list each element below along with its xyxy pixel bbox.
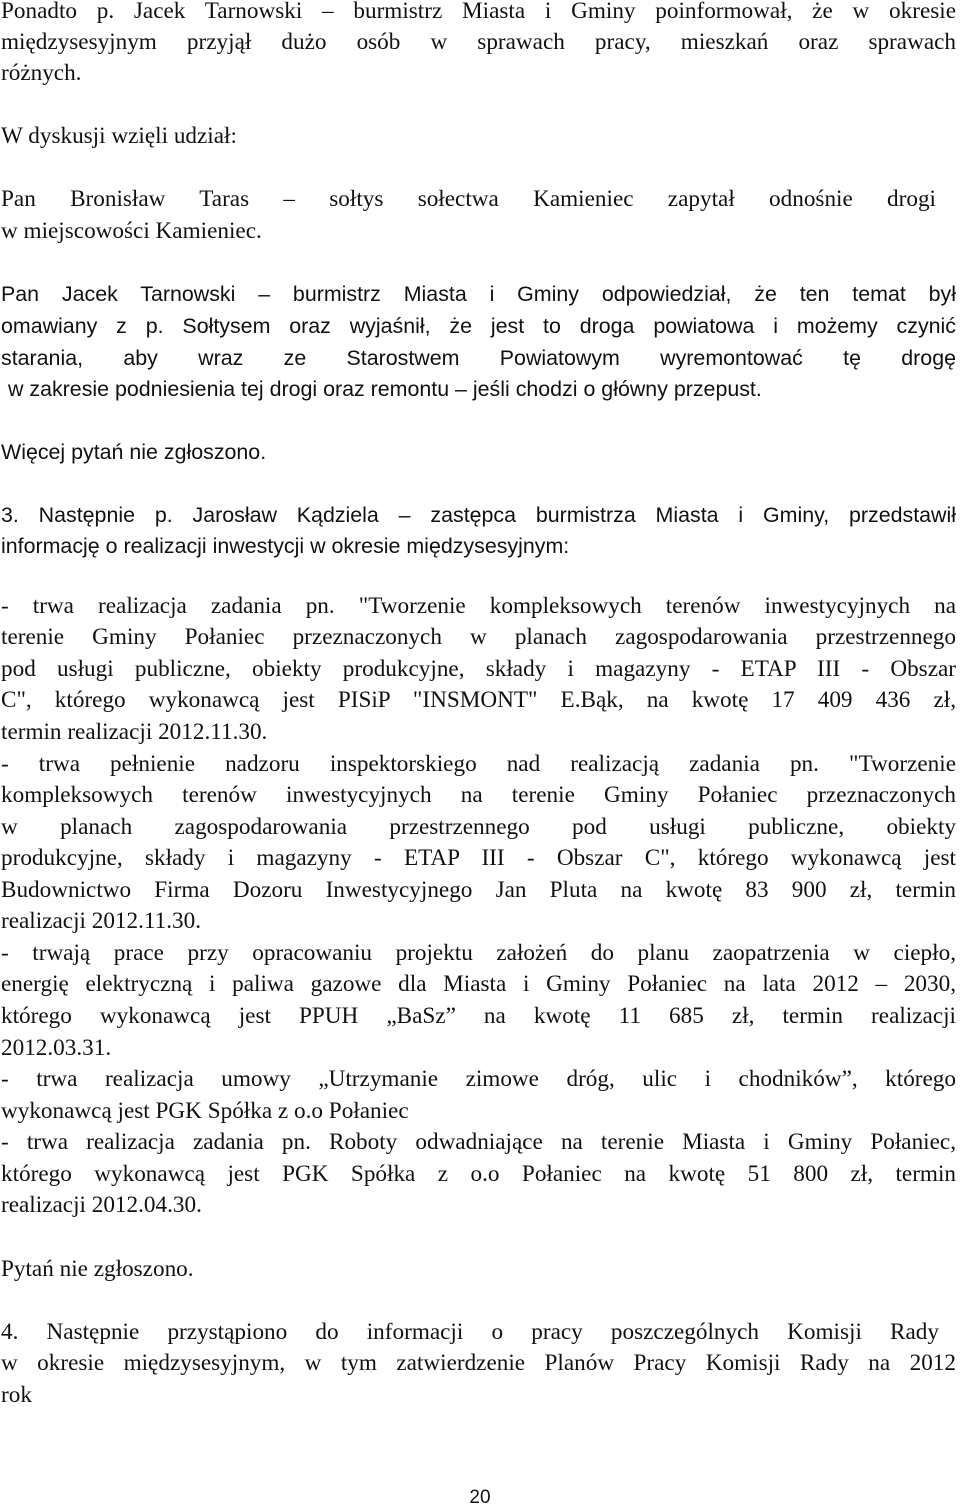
text-line: kompleksowych terenów inwestycyjnych na terenie Gminy Połaniec przeznaczonych: [1, 782, 956, 808]
text-line: - trwa realizacja zadania pn. "Tworzenie kompleksowych terenów inwestycyjnych na: [1, 593, 956, 619]
text-line: produkcyjne, składy i magazyny - ETAP III - Obszar C", którego wykonawcą jest: [1, 845, 956, 871]
text-line: realizacji 2012.04.30.: [1, 1192, 202, 1218]
text-line: - trwają prace przy opracowaniu projektu założeń do planu zaopatrzenia w ciepło,: [1, 940, 956, 966]
text-line: w planach zagospodarowania przestrzennego pod usługi publiczne, obiekty: [1, 814, 956, 840]
text-line: wykonawcą jest PGK Spółka z o.o Połaniec: [1, 1098, 409, 1124]
text-line: omawiany z p. Sołtysem oraz wyjaśnił, że jest to droga powiatowa i możemy czynić: [1, 314, 956, 338]
text-line: Budownictwo Firma Dozoru Inwestycyjnego Jan Pluta na kwotę 83 900 zł, termin: [1, 877, 956, 903]
text-line: którego wykonawcą jest PGK Spółka z o.o Połaniec na kwotę 51 800 zł, termin: [1, 1161, 956, 1187]
text-line: termin realizacji 2012.11.30.: [1, 719, 268, 745]
text-line: Pan Jacek Tarnowski – burmistrz Miasta i Gminy odpowiedział, że ten temat był: [1, 282, 956, 306]
text-line: pod usługi publiczne, obiekty produkcyjne, składy i magazyny - ETAP III - Obszar: [1, 656, 956, 682]
text-line: - trwa realizacja umowy „Utrzymanie zimowe dróg, ulic i chodników”, którego: [1, 1066, 956, 1092]
text-line: C", którego wykonawcą jest PISiP "INSMONT" E.Bąk, na kwotę 17 409 436 zł,: [1, 687, 956, 713]
text-line: Więcej pytań nie zgłoszono.: [1, 440, 267, 464]
text-line: realizacji 2012.11.30.: [1, 908, 202, 934]
text-line: w zakresie podniesienia tej drogi oraz remontu – jeśli chodzi o główny przepust.: [8, 377, 762, 401]
text-line: informację o realizacji inwestycji w okresie międzysesyjnym:: [1, 534, 570, 558]
text-line: W dyskusji wzięli udział:: [1, 123, 237, 149]
text-line: - trwa pełnienie nadzoru inspektorskiego nad realizacją zadania pn. "Tworzenie: [1, 751, 956, 777]
text-line: starania, aby wraz ze Starostwem Powiatowym wyremontować tę drogę: [1, 346, 956, 370]
text-line: 2012.03.31.: [1, 1035, 112, 1061]
text-line: rok: [1, 1382, 32, 1408]
text-line: którego wykonawcą jest PPUH „BaSz” na kwotę 11 685 zł, termin realizacji: [1, 1003, 956, 1029]
text-line: - trwa realizacja zadania pn. Roboty odwadniające na terenie Miasta i Gminy Połaniec,: [1, 1129, 956, 1155]
text-line: terenie Gminy Połaniec przeznaczonych w planach zagospodarowania przestrzennego: [1, 624, 956, 650]
text-line: 3. Następnie p. Jarosław Kądziela – zastępca burmistrza Miasta i Gminy, przedstawił: [1, 503, 956, 527]
text-line: Pan Bronisław Taras – sołtys sołectwa Kamieniec zapytał odnośnie drogi: [1, 186, 936, 212]
text-line: różnych.: [1, 60, 82, 86]
text-line: międzysesyjnym przyjął dużo osób w sprawach pracy, mieszkań oraz sprawach: [1, 29, 956, 55]
text-line: w miejscowości Kamieniec.: [1, 218, 262, 244]
text-line: energię elektryczną i paliwa gazowe dla Miasta i Gminy Połaniec na lata 2012 – 2030,: [1, 971, 956, 997]
text-line: 4. Następnie przystąpiono do informacji o pracy poszczególnych Komisji Rady: [1, 1319, 939, 1345]
page-number: 20: [469, 1487, 491, 1508]
text-line: w okresie międzysesyjnym, w tym zatwierdzenie Planów Pracy Komisji Rady na 2012: [1, 1350, 956, 1376]
text-line: Pytań nie zgłoszono.: [1, 1256, 194, 1282]
text-line: Ponadto p. Jacek Tarnowski – burmistrz Miasta i Gminy poinformował, że w okresie: [1, 0, 956, 24]
